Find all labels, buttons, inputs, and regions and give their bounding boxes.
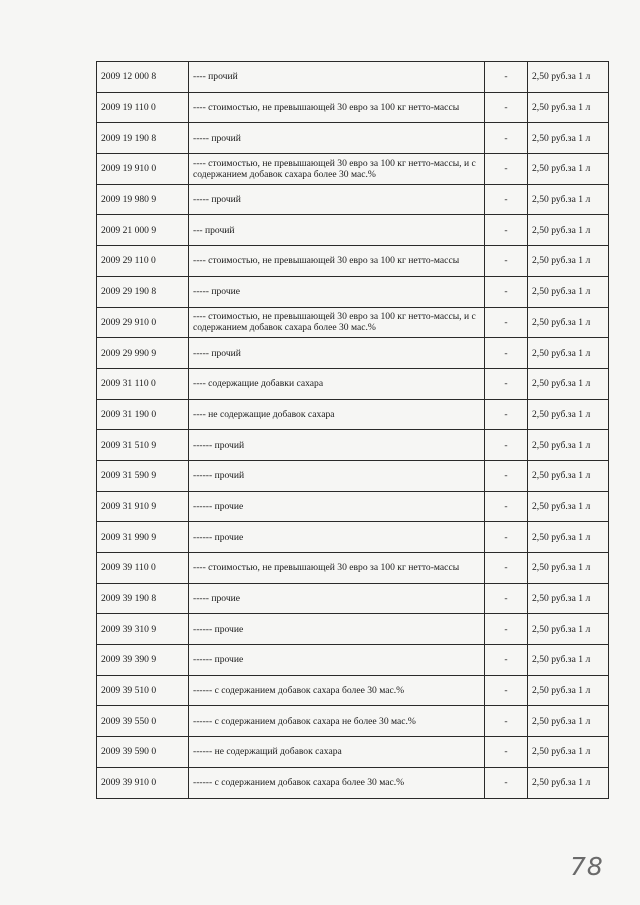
tnved-code: 2009 31 910 9	[97, 491, 189, 522]
tnved-code: 2009 39 110 0	[97, 553, 189, 584]
tnved-code: 2009 19 910 0	[97, 154, 189, 185]
tariff-table	[96, 61, 609, 799]
table-row	[97, 215, 609, 246]
product-description: ------ с содержанием добавок сахара не более 30 мас.%	[189, 706, 485, 737]
table-row	[97, 399, 609, 430]
excise-rate: 2,50 руб.за 1 л	[528, 154, 609, 185]
product-description: ------ с содержанием добавок сахара более 30 мас.%	[189, 767, 485, 798]
duty-placeholder: -	[485, 276, 528, 307]
excise-rate: 2,50 руб.за 1 л	[528, 553, 609, 584]
product-description: ------ с содержанием добавок сахара более 30 мас.%	[189, 675, 485, 706]
duty-placeholder: -	[485, 614, 528, 645]
table-row	[97, 246, 609, 277]
table-row	[97, 276, 609, 307]
table-row	[97, 184, 609, 215]
tnved-code: 2009 19 190 8	[97, 123, 189, 154]
table-row	[97, 706, 609, 737]
duty-placeholder: -	[485, 430, 528, 461]
duty-placeholder: -	[485, 767, 528, 798]
product-description: ----- прочие	[189, 276, 485, 307]
excise-rate: 2,50 руб.за 1 л	[528, 246, 609, 277]
tnved-code: 2009 19 980 9	[97, 184, 189, 215]
table-row	[97, 491, 609, 522]
duty-placeholder: -	[485, 460, 528, 491]
product-description: ----- прочие	[189, 583, 485, 614]
excise-rate: 2,50 руб.за 1 л	[528, 491, 609, 522]
product-description: ---- прочий	[189, 62, 485, 93]
excise-rate: 2,50 руб.за 1 л	[528, 276, 609, 307]
table-row	[97, 62, 609, 93]
product-description: ------ прочие	[189, 522, 485, 553]
tnved-code: 2009 12 000 8	[97, 62, 189, 93]
tnved-code: 2009 31 590 9	[97, 460, 189, 491]
product-description: ---- стоимостью, не превышающей 30 евро за 100 кг нетто-массы	[189, 246, 485, 277]
tnved-code: 2009 39 190 8	[97, 583, 189, 614]
tnved-code: 2009 39 390 9	[97, 645, 189, 676]
excise-rate: 2,50 руб.за 1 л	[528, 338, 609, 369]
duty-placeholder: -	[485, 123, 528, 154]
duty-placeholder: -	[485, 215, 528, 246]
excise-rate: 2,50 руб.за 1 л	[528, 62, 609, 93]
excise-rate: 2,50 руб.за 1 л	[528, 767, 609, 798]
excise-rate: 2,50 руб.за 1 л	[528, 522, 609, 553]
product-description: ---- стоимостью, не превышающей 30 евро за 100 кг нетто-массы	[189, 553, 485, 584]
excise-rate: 2,50 руб.за 1 л	[528, 460, 609, 491]
product-description: ------ прочие	[189, 645, 485, 676]
excise-rate: 2,50 руб.за 1 л	[528, 399, 609, 430]
table-row	[97, 368, 609, 399]
duty-placeholder: -	[485, 675, 528, 706]
product-description: ---- стоимостью, не превышающей 30 евро за 100 кг нетто-массы	[189, 92, 485, 123]
duty-placeholder: -	[485, 491, 528, 522]
duty-placeholder: -	[485, 737, 528, 768]
table-row	[97, 737, 609, 768]
table-row	[97, 460, 609, 491]
excise-rate: 2,50 руб.за 1 л	[528, 368, 609, 399]
duty-placeholder: -	[485, 62, 528, 93]
tnved-code: 2009 31 510 9	[97, 430, 189, 461]
table-row	[97, 92, 609, 123]
duty-placeholder: -	[485, 307, 528, 338]
tariff-table-body	[97, 62, 609, 799]
tnved-code: 2009 29 190 8	[97, 276, 189, 307]
tnved-code: 2009 21 000 9	[97, 215, 189, 246]
duty-placeholder: -	[485, 645, 528, 676]
tnved-code: 2009 31 190 0	[97, 399, 189, 430]
product-description: ----- прочий	[189, 338, 485, 369]
table-row	[97, 645, 609, 676]
table-row	[97, 307, 609, 338]
tnved-code: 2009 39 550 0	[97, 706, 189, 737]
duty-placeholder: -	[485, 368, 528, 399]
duty-placeholder: -	[485, 583, 528, 614]
duty-placeholder: -	[485, 522, 528, 553]
tnved-code: 2009 39 910 0	[97, 767, 189, 798]
excise-rate: 2,50 руб.за 1 л	[528, 737, 609, 768]
excise-rate: 2,50 руб.за 1 л	[528, 430, 609, 461]
product-description: ---- не содержащие добавок сахара	[189, 399, 485, 430]
product-description: ------ не содержащий добавок сахара	[189, 737, 485, 768]
duty-placeholder: -	[485, 92, 528, 123]
tnved-code: 2009 19 110 0	[97, 92, 189, 123]
table-row	[97, 430, 609, 461]
product-description: ----- прочий	[189, 123, 485, 154]
tnved-code: 2009 29 110 0	[97, 246, 189, 277]
tnved-code: 2009 29 910 0	[97, 307, 189, 338]
product-description: ------ прочие	[189, 491, 485, 522]
handwritten-page-number: 78	[570, 852, 604, 881]
tnved-code: 2009 29 990 9	[97, 338, 189, 369]
duty-placeholder: -	[485, 399, 528, 430]
table-row	[97, 614, 609, 645]
table-row	[97, 553, 609, 584]
tnved-code: 2009 31 990 9	[97, 522, 189, 553]
excise-rate: 2,50 руб.за 1 л	[528, 307, 609, 338]
excise-rate: 2,50 руб.за 1 л	[528, 583, 609, 614]
product-description: ------ прочий	[189, 430, 485, 461]
excise-rate: 2,50 руб.за 1 л	[528, 675, 609, 706]
duty-placeholder: -	[485, 553, 528, 584]
duty-placeholder: -	[485, 246, 528, 277]
duty-placeholder: -	[485, 706, 528, 737]
tnved-code: 2009 39 310 9	[97, 614, 189, 645]
table-row	[97, 338, 609, 369]
product-description: ------ прочие	[189, 614, 485, 645]
product-description: --- прочий	[189, 215, 485, 246]
product-description: ---- содержащие добавки сахара	[189, 368, 485, 399]
tnved-code: 2009 39 590 0	[97, 737, 189, 768]
excise-rate: 2,50 руб.за 1 л	[528, 215, 609, 246]
table-row	[97, 522, 609, 553]
excise-rate: 2,50 руб.за 1 л	[528, 614, 609, 645]
table-row	[97, 123, 609, 154]
excise-rate: 2,50 руб.за 1 л	[528, 706, 609, 737]
table-row	[97, 583, 609, 614]
product-description: ----- прочий	[189, 184, 485, 215]
table-row	[97, 154, 609, 185]
excise-rate: 2,50 руб.за 1 л	[528, 645, 609, 676]
tnved-code: 2009 31 110 0	[97, 368, 189, 399]
table-row	[97, 675, 609, 706]
table-row	[97, 767, 609, 798]
product-description: ---- стоимостью, не превышающей 30 евро за 100 кг нетто-массы, и с содержанием добавок сахара более 30 мас.%	[189, 154, 485, 185]
excise-rate: 2,50 руб.за 1 л	[528, 123, 609, 154]
duty-placeholder: -	[485, 184, 528, 215]
duty-placeholder: -	[485, 154, 528, 185]
product-description: ------ прочий	[189, 460, 485, 491]
duty-placeholder: -	[485, 338, 528, 369]
tnved-code: 2009 39 510 0	[97, 675, 189, 706]
excise-rate: 2,50 руб.за 1 л	[528, 184, 609, 215]
excise-rate: 2,50 руб.за 1 л	[528, 92, 609, 123]
product-description: ---- стоимостью, не превышающей 30 евро за 100 кг нетто-массы, и с содержанием добавок сахара более 30 мас.%	[189, 307, 485, 338]
